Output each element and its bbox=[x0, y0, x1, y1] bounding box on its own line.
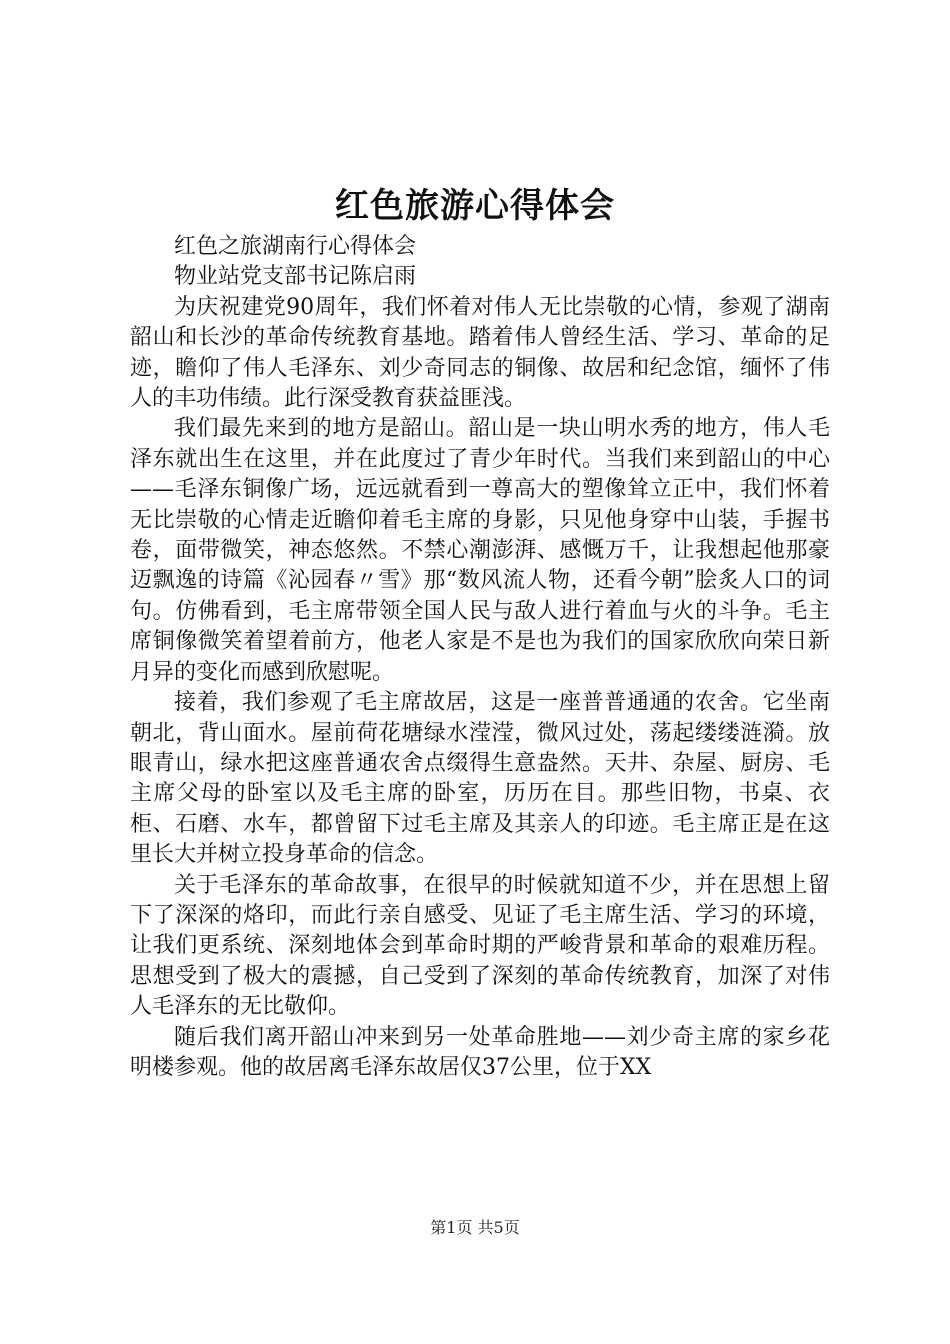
author-paragraph: 物业站党支部书记陈启雨 bbox=[174, 264, 417, 290]
body-paragraph: 我们最先来到的地方是韶山。韶山是一块山明水秀的地方，伟人毛泽东就出生在这里，并在此度过了青少年时代。当我们来到韶山的中心——毛泽东铜像广场，远远就看到一尊高大的塑像耸立正中，我们怀着无比崇敬的心情走近瞻仰着毛主席的身影，只见他身穿中山装，手握书卷，面带微笑，神态悠然。不禁心潮澎湃、感慨万千，让我想起他那豪迈飘逸的诗篇《沁园春〃雪》那“数风流人物，还看今朝”脍炙人口的词句。仿佛看到，毛主席带领全国人民与敌人进行着血与火的斗争。毛主席铜像微笑着望着前方，他老人家是不是也为我们的国家欣欣向荣日新月异的变化而感到欣慰呢。 bbox=[130, 416, 830, 685]
subtitle-paragraph: 红色之旅湖南行心得体会 bbox=[174, 234, 417, 259]
document-title: 红色旅游心得体会 bbox=[335, 186, 615, 226]
body-paragraph: 随后我们离开韶山冲来到另一处革命胜地——刘少奇主席的家乡花明楼参观。他的故居离毛泽东故居仅37公里，位于XX bbox=[130, 1024, 830, 1080]
body-paragraph: 为庆祝建党90周年，我们怀着对伟人无比崇敬的心情，参观了湖南韶山和长沙的革命传统教育基地。踏着伟人曾经生活、学习、革命的足迹，瞻仰了伟人毛泽东、刘少奇同志的铜像、故居和纪念馆，缅怀了伟人的丰功伟绩。此行深受教育获益匪浅。 bbox=[130, 294, 830, 412]
document-body bbox=[130, 232, 830, 1083]
body-paragraph: 关于毛泽东的革命故事，在很早的时候就知道不少，并在思想上留下了深深的烙印，而此行亲自感受、见证了毛主席生活、学习的环境，让我们更系统、深刻地体会到革命时期的严峻背景和革命的艰难历程。思想受到了极大的震撼，自己受到了深刻的革命传统教育，加深了对伟人毛泽东的无比敬仰。 bbox=[130, 872, 830, 1020]
page-number-footer: 第1页 共5页 bbox=[430, 1218, 520, 1237]
body-paragraph: 接着，我们参观了毛主席故居，这是一座普普通通的农舍。它坐南朝北，背山面水。屋前荷花塘绿水滢滢，微风过处，荡起缕缕涟漪。放眼青山，绿水把这座普通农舍点缀得生意盎然。天井、杂屋、厨房、毛主席父母的卧室以及毛主席的卧室，历历在目。那些旧物，书桌、衣柜、石磨、水车，都曾留下过毛主席及其亲人的印迹。毛主席正是在这里长大并树立投身革命的信念。 bbox=[130, 690, 830, 868]
